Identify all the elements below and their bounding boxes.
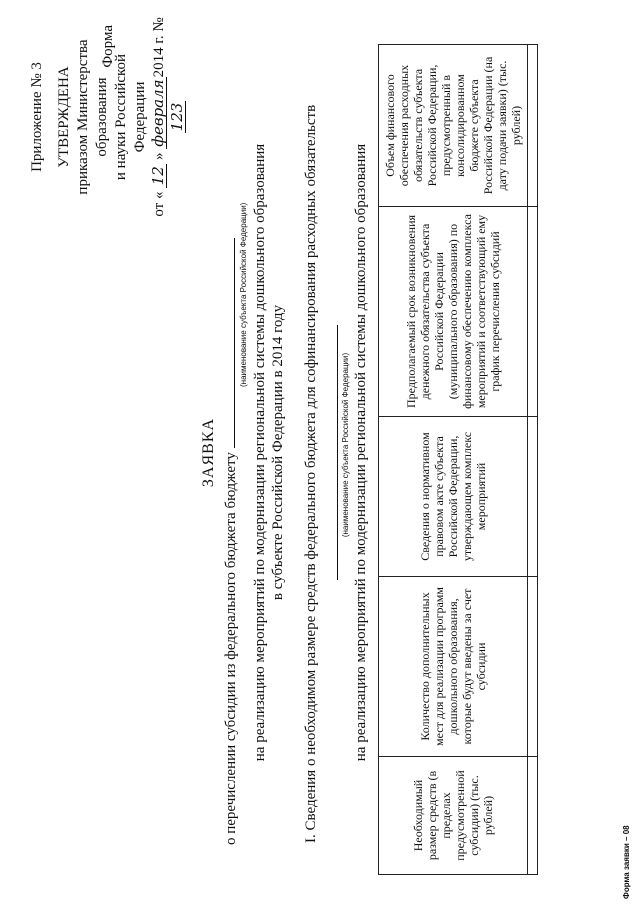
order-line-1: приказом Министерства образования [75,39,110,195]
subject-name-hint: (наименование субъекта Российской Федерации) [239,202,248,387]
date-month-handwritten: февраля [149,79,167,147]
table-header-row [379,45,528,875]
column-header-additional-places: Количество дополнительных мест для реализации программ дошкольного образования, которые будут введены за счет субсидии [379,577,528,757]
column-header-required-funds: Необходимый размер средств (в пределах предусмотренной субсидии) (тыс. рублей) [379,757,528,875]
section-line-2: на реализацию мероприятий по модернизации региональной системы дошкольного образования [353,143,369,762]
table-cell [528,207,538,417]
request-line-2: на реализацию мероприятий по модернизации региональной системы дошкольного образования [252,143,268,762]
table-cell [528,417,538,577]
appendix-number: Приложение № 3 [29,62,45,172]
request-line-1 [222,5,240,845]
order-number-handwritten: 123 [168,102,186,132]
table-cell [528,45,538,207]
column-header-budget-volume: Объем финансового обеспечения расходных обязательств субъекта Российской Федерации, предусмотренный в консолидированном бюджете субъекта Российской Федерации (на дату подачи заявки) (тыс. рублей) [379,45,528,207]
table-cell [528,577,538,757]
request-line-3: в субъекте Российской Федерации в 2014 году [270,304,286,601]
table-row [528,45,538,875]
date-mid: » [151,152,167,161]
section-subject-blank [336,325,338,580]
order-date-line [150,17,188,217]
footer-note: Форма заявки – 08 [622,825,631,899]
form-label: Форма [100,25,116,68]
date-day-handwritten: 12 [150,164,167,188]
column-header-legal-act: Сведения о нормативном правовом акте субъекта Российской Федерации, утверждающем комплекс мероприятий [379,417,528,577]
date-prefix: от « [151,191,167,217]
column-header-obligation-term: Предполагаемый срок возникновения денежного обязательства субъекта Российской Федерации (муниципального образования) по финансовому обеспечению комплекса мероприятий и соответствующий ему график перечисления субсидий [379,207,528,417]
date-year: 2014 г. № [151,17,167,78]
subsidy-table [378,44,538,875]
document-title: ЗАЯВКА [200,417,217,488]
section-heading: I. Сведения о необходимом размере средств федерального бюджета для софинансирования расходных обязательств [303,104,319,843]
order-line-2: и науки Российской Федерации [113,53,148,181]
table-cell [528,757,538,875]
subject-name-blank [222,238,235,448]
request-line-1-text: о перечислении субсидии из федерального бюджета бюджету [223,452,239,845]
approved-label: УТВЕРЖДЕНА [56,66,72,168]
section-subject-hint: (наименование субъекта Российской Федерации) [341,352,350,538]
